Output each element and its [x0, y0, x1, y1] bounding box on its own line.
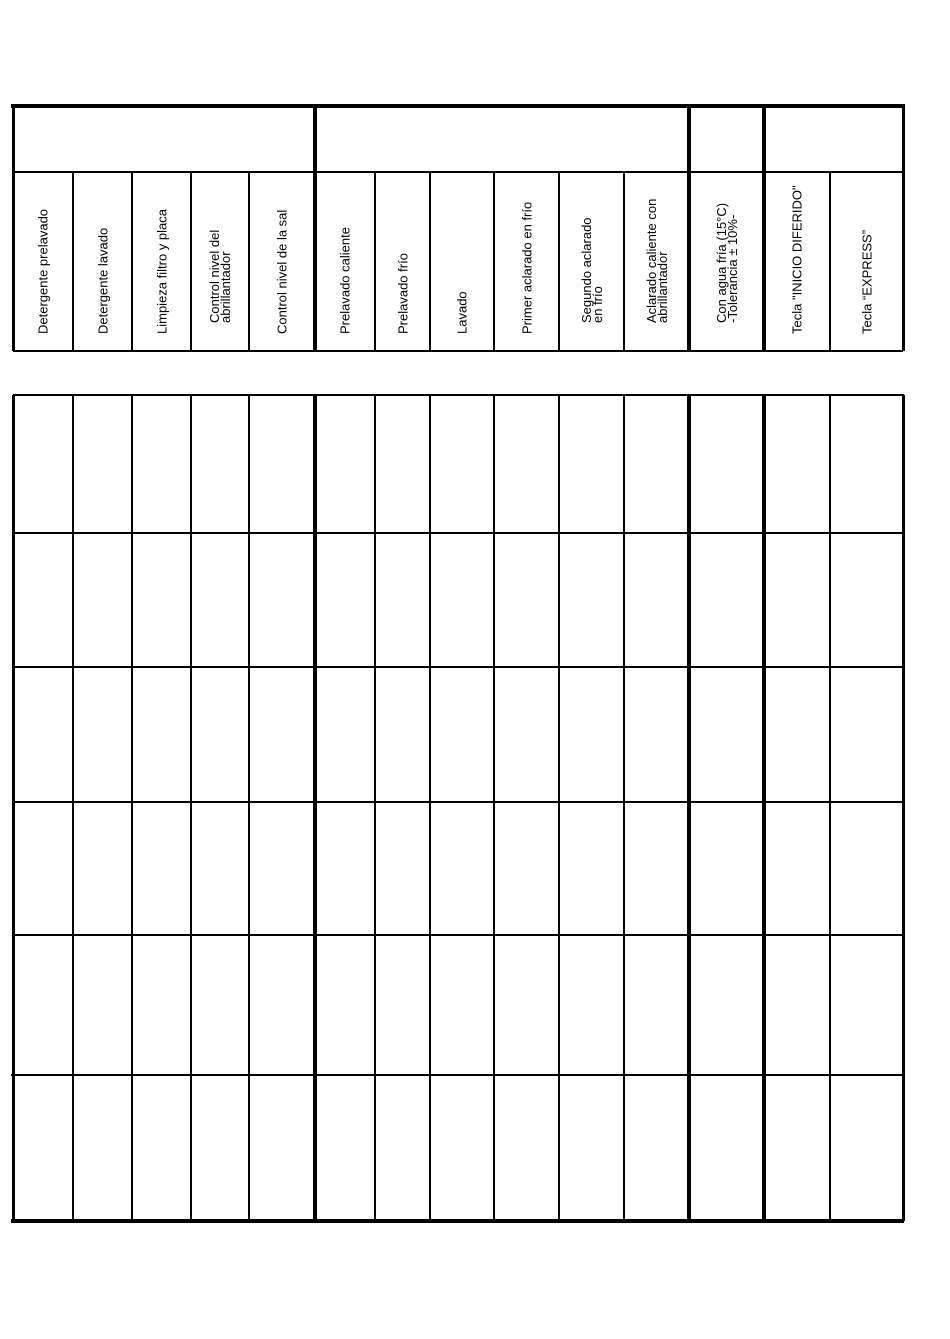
table-cell[interactable] [132, 667, 191, 802]
table-cell[interactable] [430, 935, 494, 1075]
column-header [430, 172, 494, 351]
table-cell[interactable] [430, 802, 494, 935]
column-header-label: Prelavado caliente [337, 227, 353, 334]
table-cell[interactable] [830, 802, 903, 935]
table-cell[interactable] [249, 1075, 315, 1221]
table-cell[interactable] [764, 667, 830, 802]
table-cell[interactable] [624, 802, 689, 935]
table-cell[interactable] [494, 533, 559, 667]
column-header [315, 172, 375, 351]
table-cell[interactable] [132, 802, 191, 935]
table-cell[interactable] [430, 395, 494, 533]
table-cell[interactable] [315, 802, 375, 935]
table-cell[interactable] [73, 533, 132, 667]
table-cell[interactable] [191, 935, 249, 1075]
table-cell[interactable] [375, 1075, 430, 1221]
table-cell[interactable] [559, 533, 624, 667]
table-cell[interactable] [132, 533, 191, 667]
table-cell[interactable] [132, 935, 191, 1075]
table-cell[interactable] [559, 1075, 624, 1221]
table-cell[interactable] [375, 935, 430, 1075]
table-cell[interactable] [764, 533, 830, 667]
table-cell[interactable] [689, 395, 764, 533]
table-cell[interactable] [13, 667, 73, 802]
group-header-cell [315, 106, 689, 172]
group-header-cell [689, 106, 764, 172]
table-cell[interactable] [249, 395, 315, 533]
column-header [191, 172, 249, 351]
table-cell[interactable] [494, 667, 559, 802]
table-cell[interactable] [689, 533, 764, 667]
table-cell[interactable] [430, 1075, 494, 1221]
table-cell[interactable] [191, 395, 249, 533]
table-cell[interactable] [689, 935, 764, 1075]
column-header-label: Control nivel del [207, 229, 222, 323]
table-cell[interactable] [191, 802, 249, 935]
table-cell[interactable] [315, 935, 375, 1075]
table-cell[interactable] [315, 667, 375, 802]
table-cell[interactable] [830, 1075, 903, 1221]
table-cell[interactable] [830, 395, 903, 533]
table-cell[interactable] [624, 667, 689, 802]
column-header [132, 172, 191, 351]
table-cell[interactable] [494, 1075, 559, 1221]
column-header-label: Tecla "INICIO DIFERIDO" [789, 185, 805, 334]
table-cell[interactable] [624, 935, 689, 1075]
table-cell[interactable] [73, 935, 132, 1075]
group-header-cell [764, 106, 903, 172]
table-cell[interactable] [13, 1075, 73, 1221]
table-cell[interactable] [494, 802, 559, 935]
column-header-label: en frío [589, 286, 605, 323]
column-header [764, 172, 830, 351]
column-header-label: Tecla “EXPRESS” [859, 229, 874, 334]
table-cell[interactable] [249, 935, 315, 1075]
column-header [13, 172, 73, 351]
column-header-label: Control nivel de la sal [274, 209, 290, 334]
table-cell[interactable] [830, 935, 903, 1075]
table-cell[interactable] [315, 533, 375, 667]
table-cell[interactable] [764, 935, 830, 1075]
table-cell[interactable] [830, 667, 903, 802]
table-cell[interactable] [73, 802, 132, 935]
table-cell[interactable] [764, 802, 830, 935]
column-header [73, 172, 132, 351]
column-header [830, 172, 903, 351]
table-cell[interactable] [375, 533, 430, 667]
column-header [375, 172, 430, 351]
table-cell[interactable] [689, 802, 764, 935]
group-header-cell [13, 106, 315, 172]
table-cell[interactable] [559, 802, 624, 935]
table-cell[interactable] [375, 667, 430, 802]
column-header-label: abrillantador [654, 251, 670, 323]
column-header-label: Aclarado caliente con [643, 198, 659, 323]
table-cell[interactable] [375, 395, 430, 533]
table-cell[interactable] [624, 1075, 689, 1221]
table-cell[interactable] [559, 667, 624, 802]
column-header-label: -Tolerancia ± 10%- [724, 214, 740, 323]
table-cell[interactable] [315, 395, 375, 533]
table-cell[interactable] [559, 935, 624, 1075]
table-cell[interactable] [191, 533, 249, 667]
column-header-label: Con agua fría (15°C) [713, 202, 729, 323]
table-cell[interactable] [624, 533, 689, 667]
column-header-label: Detergente lavado [95, 227, 110, 334]
column-header-label: abrillantador [218, 251, 233, 323]
column-header [624, 172, 689, 351]
column-header-label: Primer aclarado en frío [519, 201, 534, 334]
table-cell[interactable] [375, 802, 430, 935]
column-header [559, 172, 624, 351]
table-cell[interactable] [13, 395, 73, 533]
table-cell[interactable] [315, 1075, 375, 1221]
table-cell[interactable] [494, 935, 559, 1075]
table-cell[interactable] [624, 395, 689, 533]
table-cell[interactable] [191, 667, 249, 802]
table-cell[interactable] [73, 395, 132, 533]
table-cell[interactable] [13, 533, 73, 667]
table-cell[interactable] [559, 395, 624, 533]
table-cell[interactable] [430, 667, 494, 802]
table-cell[interactable] [689, 667, 764, 802]
table-cell[interactable] [830, 533, 903, 667]
column-header [249, 172, 315, 351]
table-cell[interactable] [73, 1075, 132, 1221]
table-cell[interactable] [191, 1075, 249, 1221]
table-cell[interactable] [249, 667, 315, 802]
table-cell[interactable] [494, 395, 559, 533]
table-cell[interactable] [249, 802, 315, 935]
table-cell[interactable] [430, 533, 494, 667]
column-header-label: Limpieza filtro y placa [154, 209, 169, 334]
table-cell[interactable] [132, 395, 191, 533]
table-cell[interactable] [764, 1075, 830, 1221]
table-cell[interactable] [132, 1075, 191, 1221]
column-header-label: Lavado [454, 291, 470, 334]
column-header [494, 172, 559, 351]
table-cell[interactable] [13, 935, 73, 1075]
table-cell[interactable] [73, 667, 132, 802]
table-cell[interactable] [689, 1075, 764, 1221]
column-header-label: Prelavado frío [395, 253, 410, 334]
table-cell[interactable] [13, 802, 73, 935]
column-header-label: Segundo aclarado [578, 217, 594, 323]
table-cell[interactable] [249, 533, 315, 667]
table-cell[interactable] [764, 395, 830, 533]
column-header-label: Detergente prelavado [35, 208, 51, 334]
column-header [689, 172, 764, 351]
